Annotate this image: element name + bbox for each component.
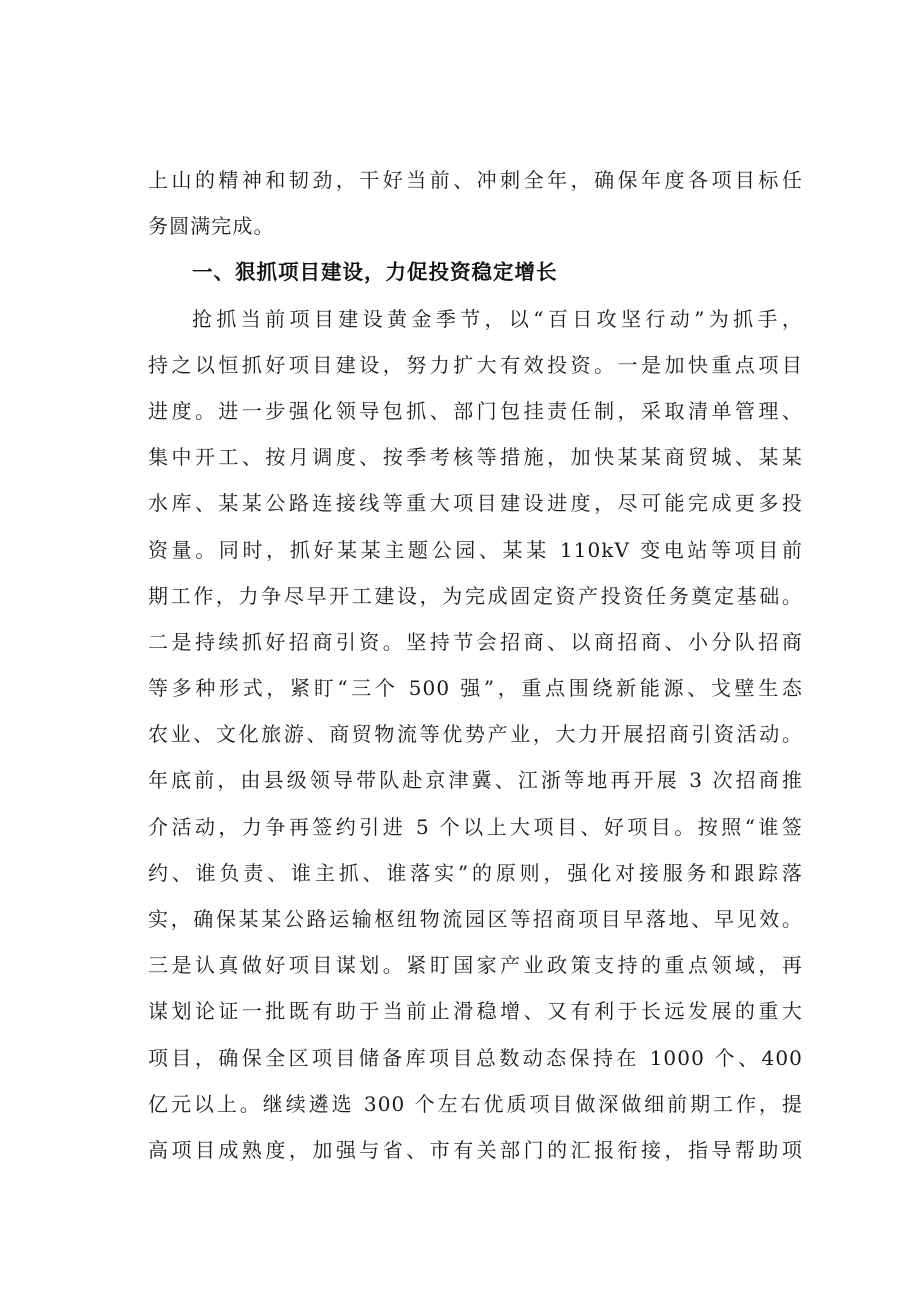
paragraph-line: 进度。进一步强化领导包抓、部门包挂责任制，采取清单管理、 — [148, 398, 803, 423]
paragraph-line: 集中开工、按月调度、按季考核等措施，加快某某商贸城、某某 — [148, 445, 803, 470]
section-heading: 一、狠抓项目建设，力促投资稳定增长 — [192, 260, 558, 285]
paragraph-line: 谋划论证一批既有助于当前止滑稳增、又有利于长远发展的重大 — [148, 999, 803, 1024]
paragraph-line: 实，确保某某公路运输枢纽物流园区等招商项目早落地、早见效。 — [148, 907, 803, 931]
paragraph-line: 年底前，由县级领导带队赴京津冀、江浙等地再开展 3 次招商推 — [148, 768, 803, 793]
paragraph-line: 高项目成熟度，加强与省、市有关部门的汇报衔接，指导帮助项 — [148, 1137, 803, 1162]
paragraph-line: 抢抓当前项目建设黄金季节，以“百日攻坚行动”为抓手， — [192, 306, 803, 331]
document-body — [148, 157, 803, 1173]
paragraph-line: 资量。同时，抓好某某主题公园、某某 110kV 变电站等项目前 — [148, 537, 803, 562]
text-line: 上山的精神和韧劲，干好当前、冲刺全年，确保年度各项目标任 — [148, 168, 803, 192]
text-line: 务圆满完成。 — [148, 214, 275, 239]
paragraph-line: 期工作，力争尽早开工建设，为完成固定资产投资任务奠定基础。 — [148, 583, 803, 608]
paragraph-line: 项目，确保全区项目储备库项目总数动态保持在 1000 个、400 — [148, 1045, 803, 1070]
paragraph-line: 三是认真做好项目谋划。紧盯国家产业政策支持的重点领域，再 — [148, 953, 803, 978]
paragraph-line: 二是持续抓好招商引资。坚持节会招商、以商招商、小分队招商 — [148, 629, 803, 654]
paragraph-line: 水库、某某公路连接线等重大项目建设进度，尽可能完成更多投 — [148, 491, 803, 516]
paragraph-line: 持之以恒抓好项目建设，努力扩大有效投资。一是加快重点项目 — [148, 352, 803, 377]
paragraph-line: 等多种形式，紧盯“三个 500 强”，重点围绕新能源、戈壁生态 — [148, 676, 803, 701]
paragraph-line: 约、谁负责、谁主抓、谁落实”的原则，强化对接服务和跟踪落 — [148, 860, 803, 885]
paragraph-line: 亿元以上。继续遴选 300 个左右优质项目做深做细前期工作，提 — [148, 1091, 803, 1116]
paragraph-line: 介活动，力争再签约引进 5 个以上大项目、好项目。按照“谁签 — [148, 814, 803, 839]
paragraph-line: 农业、文化旅游、商贸物流等优势产业，大力开展招商引资活动。 — [148, 722, 803, 747]
